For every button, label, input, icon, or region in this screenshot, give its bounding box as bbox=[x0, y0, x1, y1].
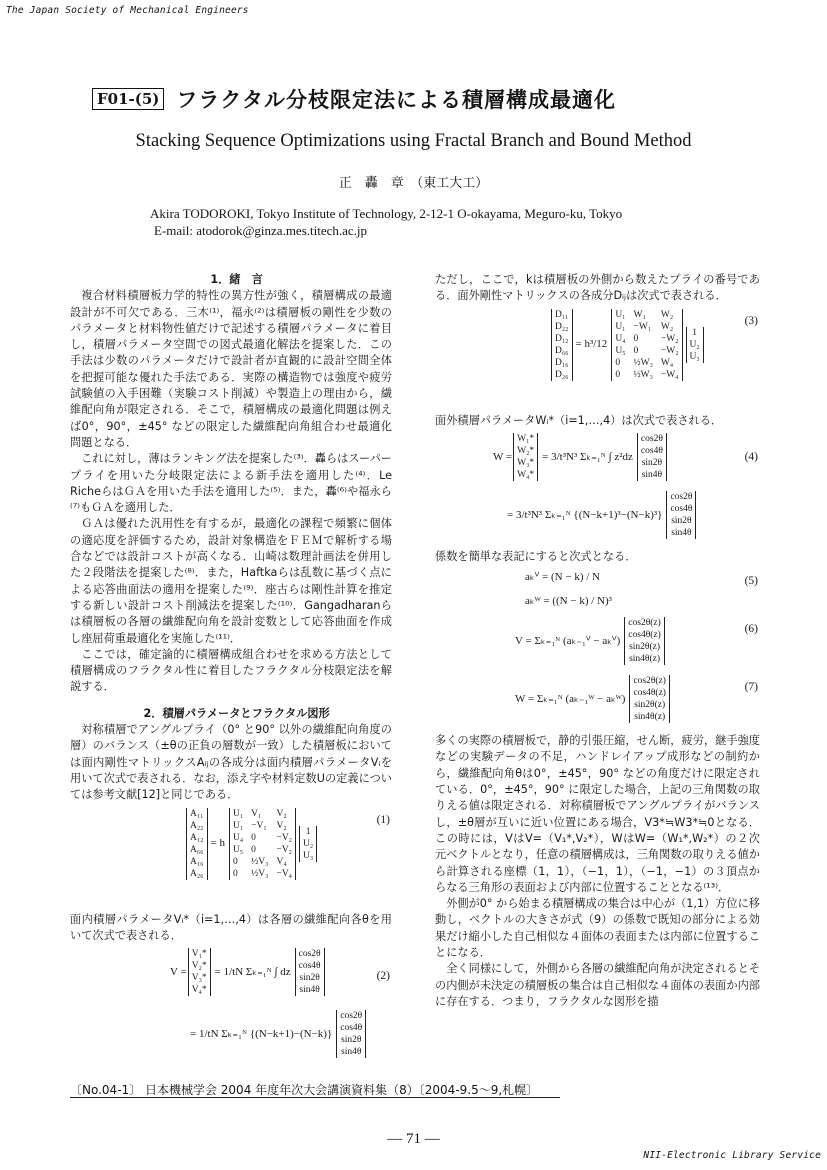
matrix-entry: cos4θ(z) bbox=[633, 688, 666, 699]
matrix-entry: V₂ bbox=[276, 808, 287, 819]
matrix-entry: V₂* bbox=[191, 961, 207, 972]
matrix-entry: V₁ bbox=[251, 808, 262, 819]
matrix-entry: cos4θ bbox=[298, 961, 321, 972]
matrix-entry: −V₂ bbox=[276, 844, 292, 855]
equation-5-number: (5) bbox=[744, 575, 758, 588]
col2-para-1: ただし，ここで，kは積層板の外側から数えたプライの番号である．面外剛性マトリックスの各成分Dᵢⱼは次式で表される． bbox=[435, 273, 760, 303]
matrix-entry: U₅ bbox=[232, 844, 244, 855]
matrix-entry: D₂₂ bbox=[555, 321, 569, 332]
matrix-entry: cos2θ bbox=[340, 1011, 363, 1022]
d-vector bbox=[551, 309, 573, 381]
a-vector bbox=[186, 808, 208, 880]
matrix-entry: A₂₆ bbox=[190, 868, 204, 879]
matrix-entry: cos4θ bbox=[670, 503, 693, 514]
matrix-entry: cos4θ bbox=[340, 1023, 363, 1034]
matrix-entry: −W₁ bbox=[633, 321, 652, 332]
title-row bbox=[92, 84, 616, 114]
conference-footer: 〔No.04-1〕 日本機械学会 2004 年度年次大会講演資料集（8）〔2004-9.5～9,札幌〕 bbox=[70, 1083, 539, 1097]
matrix-entry: U₁ bbox=[232, 820, 244, 831]
equation-5b bbox=[435, 593, 760, 613]
eq1-factor: = h bbox=[210, 837, 225, 850]
matrix-entry: −W₂ bbox=[660, 333, 679, 344]
matrix-entry: sin2θ(z) bbox=[629, 642, 661, 653]
equation-7-number: (7) bbox=[744, 681, 758, 694]
eq4-second: = 3/t³N³ Σₖ₌₁ᴺ {(N−k+1)³−(N−k)³} bbox=[507, 508, 663, 521]
matrix-entry: A₁₁ bbox=[190, 808, 204, 819]
equation-4-number: (4) bbox=[744, 450, 758, 463]
eq3-factor: = h³/12 bbox=[575, 338, 608, 351]
matrix-entry: sin4θ bbox=[641, 469, 663, 480]
trig-vector-eq2b bbox=[336, 1010, 366, 1058]
matrix-entry: A₆₆ bbox=[190, 844, 204, 855]
section-1-para-3: ＧＡは優れた汎用性を有するが，最適化の課程で頻繁に個体の適応度を評価するため，設計対象構造をＦＥＭで解析する場合などでは設計コストが高くなる．山崎は数理計画法を併用した２段階法を提案した⁽⁸⁾．また，Haftkaらは乱数に基づく点による応答曲面法の適用を提案した⁽⁹⁾．座古らは剛性計算を推定する新しい設計コスト削減法を提案した⁽¹⁰⁾．Gangadharanらは積層板の各層の繊維配向角を設計変数として応答曲面を作成し座屈荷重最適化を実施した⁽¹¹⁾． bbox=[70, 517, 392, 645]
matrix-entry: U₄ bbox=[232, 832, 244, 843]
matrix-entry: W₁* bbox=[517, 433, 535, 444]
equation-5a bbox=[435, 569, 760, 589]
trig-vector-eq7 bbox=[629, 675, 670, 723]
matrix-entry: ½W₃ bbox=[633, 357, 653, 368]
matrix-entry: A₂₂ bbox=[190, 820, 204, 831]
matrix-entry: sin2θ bbox=[341, 1035, 362, 1046]
matrix-entry: sin2θ(z) bbox=[634, 700, 666, 711]
matrix-entry: V₄* bbox=[191, 985, 207, 996]
equation-3 bbox=[435, 309, 760, 409]
affiliation-line: Akira TODOROKI, Tokyo Institute of Technology, 2-12-1 O-okayama, Meguro-ku, Tokyo bbox=[150, 206, 623, 221]
matrix-entry: 0 bbox=[615, 357, 621, 368]
w-vector bbox=[513, 433, 538, 481]
equation-6-number: (6) bbox=[744, 623, 758, 636]
equation-7 bbox=[435, 675, 760, 729]
section-1-para-2: これに対し，薄はランキング法を提案した⁽³⁾．轟らはスーパープライを用いた分岐限定法による新手法を適用した⁽⁴⁾．Le RicheらはＧＡを用いた手法を適用した⁽⁵⁾．また，轟⁽⁶⁾や福永ら⁽⁷⁾もＧＡを適用した． bbox=[70, 452, 392, 515]
matrix-entry: V₁* bbox=[191, 949, 207, 960]
trig-vector-eq4 bbox=[637, 433, 667, 481]
society-header: The Japan Society of Mechanical Engineers bbox=[6, 5, 249, 16]
u-vector-1 bbox=[299, 826, 317, 862]
trig-vector-eq4b bbox=[666, 491, 696, 539]
equation-6 bbox=[435, 617, 760, 671]
matrix-entry: 0 bbox=[251, 832, 256, 843]
matrix-entry: U₁ bbox=[615, 309, 626, 320]
matrix-entry: U₁ bbox=[615, 321, 626, 332]
matrix-entry: W₁ bbox=[633, 309, 646, 320]
matrix-entry: A₁₂ bbox=[190, 832, 204, 843]
matrix-entry: U₃ bbox=[303, 850, 314, 861]
service-footer: NII-Electronic Library Service bbox=[643, 1150, 821, 1161]
matrix-entry: U₂ bbox=[303, 838, 314, 849]
matrix-entry: 0 bbox=[251, 844, 256, 855]
author-affiliation bbox=[150, 205, 622, 239]
d-matrix bbox=[611, 309, 682, 381]
u-vector-3 bbox=[686, 327, 704, 363]
matrix-entry: cos2θ bbox=[670, 491, 693, 502]
section-2-heading: 2．積層パラメータとフラクタル図形 bbox=[143, 706, 330, 720]
matrix-entry: −V₁ bbox=[251, 820, 267, 831]
matrix-entry: cos4θ(z) bbox=[628, 630, 661, 641]
eq2-lhs: V = bbox=[170, 965, 187, 978]
footer-rule bbox=[70, 1097, 560, 1098]
eq6-lhs: V = Σₖ₌₁ᴺ (aₖ₋₁ⱽ − aₖⱽ) bbox=[515, 635, 621, 648]
matrix-entry: −W₄ bbox=[660, 369, 679, 380]
eq4-rhs: = 3/t³N³ Σₖ₌₁ᴺ ∫ z²dz bbox=[542, 450, 633, 463]
matrix-entry: cos2θ bbox=[298, 949, 321, 960]
matrix-entry: cos2θ(z) bbox=[628, 618, 661, 629]
matrix-entry: −V₂ bbox=[276, 832, 292, 843]
trig-vector-eq2 bbox=[295, 948, 325, 996]
eq2-second: = 1/tN Σₖ₌₁ᴺ {(N−k+1)−(N−k)} bbox=[190, 1027, 333, 1040]
equation-2b bbox=[70, 1010, 392, 1064]
section-1-para-1: 複合材料積層板力学的特性の異方性が強く，積層構成の最適設計が不可欠である．三木⁽¹⁾，福永⁽²⁾は積層板の剛性を少数のパラメータと材料物性値だけで記述する積層パラメータに着目し，積層パラメータ空間での図式最適化解法を提案した．この手法は少数のパラメータだけで設計者が直観的に設計空間全体を把握可能な優れた手法である．実際の構造物では強度や疲労試験値の入手困難（実験コスト削減）や製造上の理由から，繊維配向角が限定される．そこで，積層構成の最適化問題は例えば0°，90°，±45° などの限定した繊維配向角組合わせ最適化問題となる． bbox=[70, 289, 392, 449]
section-1-para-4: ここでは，確定論的に積層構成組合わせを求める方法として積層構成のフラクタル性に着目したフラクタル分枝限定法を解説する． bbox=[70, 647, 392, 694]
matrix-entry: D₁₆ bbox=[555, 357, 569, 368]
matrix-entry: cos2θ(z) bbox=[633, 676, 666, 687]
equation-3-number: (3) bbox=[744, 314, 758, 327]
col2-para-4: 多くの実際の積層板で，静的引張圧縮，せん断，疲労，継手強度などの実験データの不足，ハンドレイアップ成形などの制約から，繊維配向角θは0°，±45°，90° などの角度だけに限定されている．0°，±45°，90° に限定した場合，上記の三角関数の取りえる値は限定される．対称積層板でアングルプライがバランスし，±θ層が互いに近い位置にある場合，V3*≒W3*≒0となる．この時には，VはV=（V₁*,V₂*），WはW=（W₁*,W₂*）の２次元ベクトルとなり，任意の積層構成は，三角関数の取りえる値から計算される座標（1，1），（−1，1），（−1，−1）の３頂点からなる三角形の表面および内部に位置することとなる⁽¹³⁾． bbox=[435, 734, 760, 894]
matrix-entry: D₁₂ bbox=[555, 333, 569, 344]
matrix-entry: 0 bbox=[633, 345, 639, 356]
matrix-entry: sin4θ bbox=[671, 527, 692, 538]
equation-2 bbox=[70, 948, 392, 1006]
matrix-entry: cos2θ bbox=[640, 433, 663, 444]
equation-2-number: (2) bbox=[376, 970, 390, 983]
matrix-entry: sin4θ(z) bbox=[629, 654, 661, 665]
matrix-entry: sin2θ bbox=[299, 973, 320, 984]
matrix-entry: 0 bbox=[633, 333, 639, 344]
equation-1-number: (1) bbox=[376, 813, 390, 826]
email-line: E-mail: atodorok@ginza.mes.titech.ac.jp bbox=[154, 223, 368, 238]
equation-4 bbox=[435, 433, 760, 487]
matrix-entry: V₃* bbox=[191, 973, 207, 984]
matrix-entry: V₂ bbox=[276, 820, 287, 831]
matrix-entry: W₄ bbox=[660, 357, 674, 368]
session-code: F01-(5) bbox=[92, 88, 164, 110]
equation-4b bbox=[435, 491, 760, 545]
page-number: — 71 — bbox=[387, 1131, 440, 1147]
matrix-entry: ½V₃ bbox=[251, 856, 269, 867]
eq2-rhs: = 1/tN Σₖ₌₁ᴺ ∫ dz bbox=[214, 965, 291, 978]
matrix-entry: 1 bbox=[692, 327, 698, 338]
title-japanese: フラクタル分枝限定法による積層構成最適化 bbox=[176, 88, 616, 112]
matrix-entry: U₄ bbox=[615, 333, 626, 344]
matrix-entry: W₃* bbox=[517, 457, 535, 468]
trig-vector-eq6 bbox=[624, 617, 665, 665]
matrix-entry: −W₂ bbox=[660, 345, 679, 356]
matrix-entry: U₂ bbox=[689, 339, 700, 350]
matrix-entry: sin2θ bbox=[671, 515, 692, 526]
matrix-entry: W₂ bbox=[660, 321, 674, 332]
matrix-entry: ½W₃ bbox=[633, 369, 653, 380]
matrix-entry: cos4θ bbox=[640, 445, 663, 456]
equation-1 bbox=[70, 808, 392, 908]
section-1-heading: 1．緒 言 bbox=[210, 273, 263, 286]
right-column bbox=[435, 272, 760, 1010]
matrix-entry: W₂* bbox=[517, 445, 535, 456]
matrix-entry: U₃ bbox=[689, 351, 700, 362]
col2-para-6: 全く同様にして，外側から各層の繊維配向角が決定されるとその内側が未決定の積層板の集合は自己相似な４面体の表面か内部に存在する．つまり，フラクタルな図形を描 bbox=[435, 962, 760, 1008]
section-2-para-1: 対称積層でアングルプライ（0° と90° 以外の繊維配向角度の層）のバランス（±θの正負の層数が一致）した積層板においては面内剛性マトリックスAᵢⱼの各成分は面内積層パラメータVᵢを用いて次式で表される．なお，添え字や材料定数Uの定義については参考文献[12]と同じである． bbox=[70, 723, 392, 802]
left-column bbox=[70, 272, 392, 1068]
eq5-b: aₖᵂ = ((N − k) / N)³ bbox=[525, 595, 612, 608]
matrix-entry: 0 bbox=[615, 369, 621, 380]
eq7-lhs: W = Σₖ₌₁ᴺ (aₖ₋₁ᵂ − aₖᵂ) bbox=[515, 693, 626, 706]
title-english: Stacking Sequence Optimizations using Fractal Branch and Bound Method bbox=[135, 131, 692, 151]
author-japanese: 正 轟 章 （東工大工） bbox=[338, 176, 489, 191]
matrix-entry: U₅ bbox=[615, 345, 626, 356]
matrix-entry: A₁₆ bbox=[190, 856, 204, 867]
v-vector bbox=[188, 948, 211, 996]
matrix-entry: ½V₃ bbox=[251, 868, 269, 879]
matrix-entry: V₄ bbox=[276, 856, 287, 867]
matrix-entry: D₆₆ bbox=[555, 345, 569, 356]
matrix-entry: sin4θ bbox=[299, 985, 320, 996]
matrix-entry: sin4θ bbox=[341, 1047, 362, 1058]
matrix-entry: sin2θ bbox=[641, 457, 663, 468]
matrix-entry: W₂ bbox=[660, 309, 674, 320]
eq4-lhs: W = bbox=[493, 450, 513, 463]
a-matrix bbox=[229, 808, 296, 880]
col2-para-3: 係数を簡単な表記にすると次式となる． bbox=[435, 549, 637, 563]
matrix-entry: D₂₆ bbox=[555, 369, 569, 380]
matrix-entry: D₁₁ bbox=[555, 309, 569, 320]
eq5-a: aₖⱽ = (N − k) / N bbox=[525, 571, 600, 584]
matrix-entry: W₄* bbox=[517, 469, 535, 480]
matrix-entry: sin4θ(z) bbox=[634, 712, 666, 723]
matrix-entry: U₁ bbox=[232, 808, 244, 819]
matrix-entry: 0 bbox=[232, 868, 238, 879]
matrix-entry: −V₄ bbox=[276, 868, 292, 879]
col2-para-2: 面外積層パラメータWᵢ*（i=1,…,4）は次式で表される． bbox=[435, 413, 723, 427]
matrix-entry: 0 bbox=[232, 856, 238, 867]
matrix-entry: 1 bbox=[305, 826, 311, 837]
col2-para-5: 外側が0° から始まる積層構成の集合は中心が（1,1）方位に移動し，ベクトルの大きさが式（9）の係数で既知の部分による効果だけ縮小した自己相似な４面体の表面または内部に位置することになる． bbox=[435, 897, 760, 960]
section-2-para-2: 面内積層パラメータVᵢ*（i=1,…,4）は各層の繊維配向各θを用いて次式で表される． bbox=[70, 912, 392, 942]
